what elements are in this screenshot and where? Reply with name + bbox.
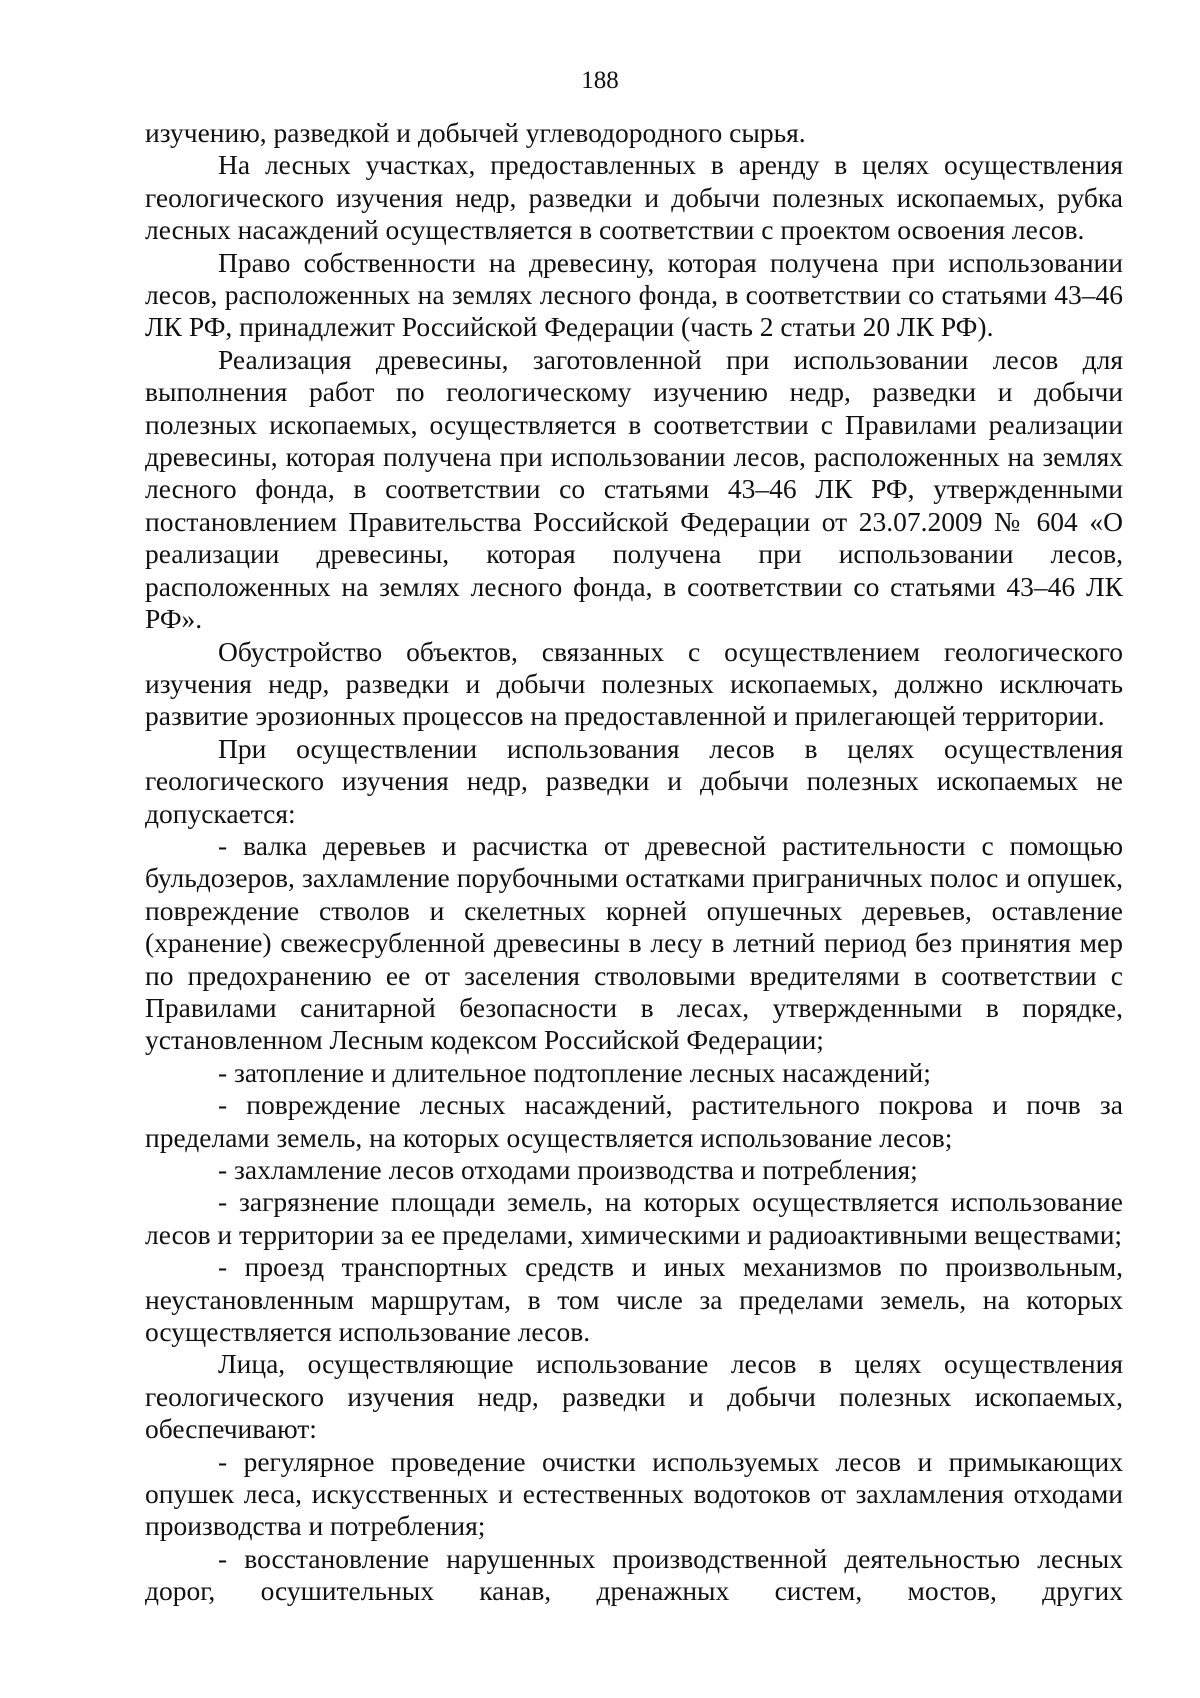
document-body bbox=[145, 117, 1123, 1608]
list-item-damage: - повреждение лесных насаждений, растительного покрова и почв за пределами земель, на которых осуществляется использование лесов; bbox=[145, 1089, 1123, 1153]
paragraph-lease-logging: На лесных участках, предоставленных в аренду в целях осуществления геологического изучения недр, разведки и добычи полезных ископаемых, рубка лесных насаждений осуществляется в соответствии с проектом освоения лесов. bbox=[145, 149, 1123, 246]
list-item-pollution: - загрязнение площади земель, на которых осуществляется использование лесов и территории за ее пределами, химическими и радиоактивными веществами; bbox=[145, 1186, 1123, 1250]
paragraph-continuation: изучению, разведкой и добычей углеводородного сырья. bbox=[145, 117, 806, 148]
paragraph-obligations-intro: Лица, осуществляющие использование лесов в целях осуществления геологического изучения недр, разведки и добычи полезных ископаемых, обеспечивают: bbox=[145, 1348, 1123, 1445]
list-item-littering: - захламление лесов отходами производства и потребления; bbox=[218, 1154, 918, 1185]
list-item-restoration: - восстановление нарушенных производственной деятельностью лесных дорог, осушительных канав, дренажных систем, мостов, других bbox=[145, 1542, 1123, 1607]
list-item-vehicle-passage: - проезд транспортных средств и иных механизмов по произвольным, неустановленным маршрутам, в том числе за пределами земель, на которых осуществляется использование лесов. bbox=[145, 1251, 1123, 1348]
paragraph-facilities-erosion: Обустройство объектов, связанных с осуществлением геологического изучения недр, разведки и добычи полезных ископаемых, должно исключать развитие эрозионных процессов на предоставленной и прилегающей территории. bbox=[145, 635, 1123, 732]
list-item-cleaning: - регулярное проведение очистки используемых лесов и примыкающих опушек леса, искусственных и естественных водотоков от захламления отходами производства и потребления; bbox=[145, 1445, 1123, 1542]
paragraph-wood-sale: Реализация древесины, заготовленной при использовании лесов для выполнения работ по геологическому изучению недр, разведки и добычи полезных ископаемых, осуществляется в соответствии с Правилами реализации древесины, которая получена при использовании лесов, расположенных на землях лесного фонда, в соответствии со статьями 43–46 ЛК РФ, утвержденными постановлением Правительства Российской Федерации от 23.07.2009 № 604 «О реализации древесины, которая получена при использовании лесов, расположенных на землях лесного фонда, в соответствии со статьями 43–46 ЛК РФ». bbox=[145, 343, 1123, 635]
list-item-felling: - валка деревьев и расчистка от древесной растительности с помощью бульдозеров, захламление порубочными остатками приграничных полос и опушек, повреждение стволов и скелетных корней опушечных деревьев, оставление (хранение) свежесрубленной древесины в лесу в летний период без принятия мер по предохранению ее от заселения стволовыми вредителями в соответствии с Правилами санитарной безопасности в лесах, утвержденными в порядке, установленном Лесным кодексом Российской Федерации; bbox=[145, 829, 1123, 1056]
paragraph-wood-ownership: Право собственности на древесину, которая получена при использовании лесов, расположенных на землях лесного фонда, в соответствии со статьями 43–46 ЛК РФ, принадлежит Российской Федерации (часть 2 статьи 20 ЛК РФ). bbox=[145, 246, 1123, 343]
list-item-flooding: - затопление и длительное подтопление лесных насаждений; bbox=[218, 1056, 931, 1088]
page-number: 188 bbox=[581, 67, 619, 94]
paragraph-prohibitions-intro: При осуществлении использования лесов в целях осуществления геологического изучения недр, разведки и добычи полезных ископаемых не допускается: bbox=[145, 732, 1123, 829]
